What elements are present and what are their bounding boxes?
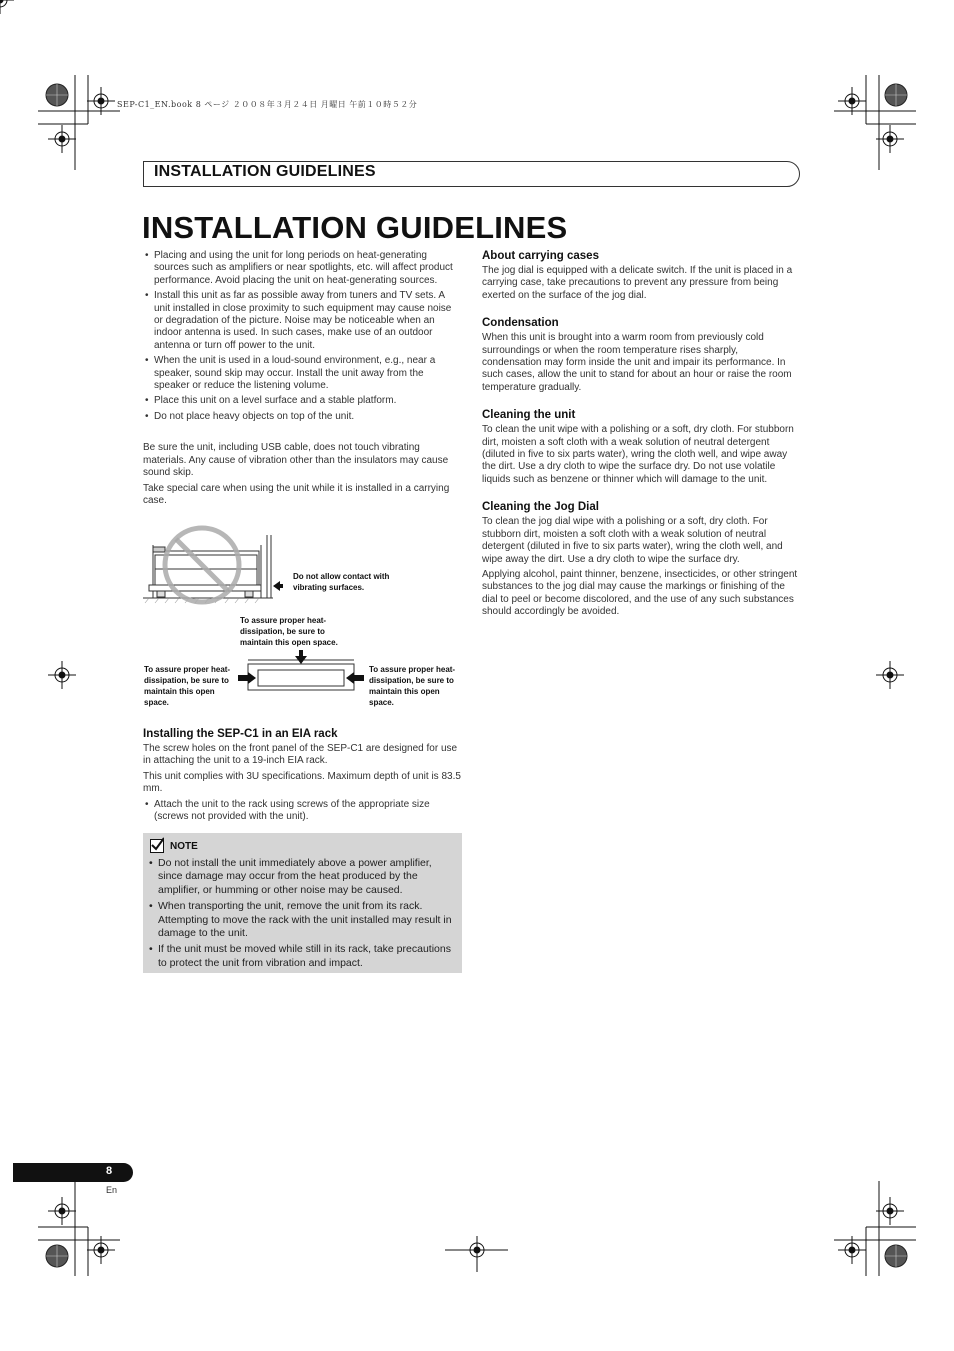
section-paragraph: When this unit is brought into a warm room from previously cold surroundings or when the room temperature rises sharply, condensation may form inside the unit and impair its performance. In such cases, allow the unit to stand for about an hour or raise the room temperature gradually. <box>482 332 792 393</box>
carrying-cases-section <box>482 250 800 302</box>
section-heading: Cleaning the Jog Dial <box>482 501 599 514</box>
list-item: • If the unit must be moved while still in its rack, take precautions to protect the unit from vibration and impact. <box>149 943 456 970</box>
page-title: INSTALLATION GUIDELINES <box>142 210 568 245</box>
right-space-caption: To assure proper heat-dissipation, be sure to maintain this open space. <box>369 665 456 707</box>
left-space-caption: To assure proper heat-dissipation, be sure to maintain this open space. <box>144 665 231 707</box>
eia-section <box>143 728 461 826</box>
eia-bullet-list <box>143 799 461 824</box>
note-header <box>149 839 456 853</box>
note-label: NOTE <box>170 840 198 852</box>
list-item: • Install this unit as far as possible away from tuners and TV sets. A unit installed in close proximity to such equipment may cause noise or degradation of the picture. Noise may be noticeable when an indoor antenna is used. In such cases, make use of an outdoor antenna or turn off power to the unit. <box>143 290 461 352</box>
section-heading: Cleaning the unit <box>482 409 576 422</box>
list-item: • Placing and using the unit for long periods on heat-generating sources such as amplifiers or near spotlights, etc. will affect product performance. Avoid placing the unit on heat-generating sources. <box>143 250 461 287</box>
section-paragraph: The jog dial is equipped with a delicate switch. If the unit is placed in a carrying case, take precautions to prevent any pressure from being exerted on the surface of the jog dial. <box>482 265 793 301</box>
note-list <box>149 857 456 970</box>
section-tab-title: INSTALLATION GUIDELINES <box>154 163 376 180</box>
list-item: • Place this unit on a level surface and a stable platform. <box>143 395 461 407</box>
cleaning-unit-section <box>482 409 800 486</box>
language-code: En <box>106 1185 118 1195</box>
list-item: • Do not place heavy objects on top of the unit. <box>143 411 461 423</box>
check-icon <box>150 839 164 853</box>
section-paragraph: Applying alcohol, paint thinner, benzene, insecticides, or other stringent substances to the jog dial may cause the markings or finishing of the dial to peel or become discolored, and the use of any such substances should accordingly be avoided. <box>482 568 798 618</box>
note-box <box>143 833 462 973</box>
list-item: • When the unit is used in a loud-sound environment, e.g., near a speaker, sound skip may occur. Install the unit away from the speaker or reduce the listening volume. <box>143 355 461 392</box>
section-paragraph: To clean the unit wipe with a polishing or a soft, dry cloth. For stubborn dirt, moisten a soft cloth with a weak solution of neutral detergent (diluted in five to six parts water), wring the cloth well, and wipe away the dirt. Use a dry cloth to wipe the surface dry. Do not use volatile liquids such as benzene or thinner which will damage to the unit. <box>482 424 794 485</box>
right-column <box>482 250 800 619</box>
top-space-caption: To assure proper heat-dissipation, be sure to maintain this open space. <box>240 616 338 647</box>
list-item: • When transporting the unit, remove the unit from its rack. Attempting to move the rack with the unit installed may result in damage to the unit. <box>149 900 456 940</box>
eia-paragraph-1: The screw holes on the front panel of the SEP-C1 are designed for use in attaching the unit to a 19-inch EIA rack. <box>143 743 458 767</box>
section-paragraph: To clean the jog dial wipe with a polishing or a soft, dry cloth. For stubborn dirt, moisten a soft cloth with a weak solution of neutral detergent (diluted in five to six parts water), wring the cloth well, and wipe away the dirt. Use a dry cloth to wipe the surface dry. <box>482 516 783 565</box>
page-number-badge <box>13 1163 133 1182</box>
placement-bullet-list <box>143 250 461 423</box>
left-column <box>143 250 461 507</box>
list-item: • Attach the unit to the rack using screws of the appropriate size (screws not provided with the unit). <box>143 799 461 824</box>
vibration-caption: Do not allow contact with vibrating surfaces. <box>293 572 390 592</box>
page-number: 8 <box>106 1165 113 1177</box>
cleaning-jog-dial-section <box>482 501 800 618</box>
vibration-illustration <box>143 525 283 610</box>
list-item: • Do not install the unit immediately above a power amplifier, since damage may occur from the heat produced by the amplifier, or humming or other noise may be caused. <box>149 857 456 897</box>
heat-dissipation-diagram <box>236 650 366 700</box>
vibration-paragraph: Be sure the unit, including USB cable, does not touch vibrating materials. Any cause of vibration other than the insulators may cause sound skip. <box>143 442 449 479</box>
section-heading: Condensation <box>482 317 559 330</box>
carrying-case-paragraph: Take special care when using the unit while it is installed in a carrying case. <box>143 482 450 506</box>
section-heading: About carrying cases <box>482 250 599 262</box>
eia-heading: Installing the SEP-C1 in an EIA rack <box>143 728 338 740</box>
eia-paragraph-2: This unit complies with 3U specifications. Maximum depth of unit is 83.5 mm. <box>143 770 461 795</box>
file-info-line: SEP-C1_EN.book 8 ページ ２００８年３月２４日 月曜日 午前１０時５２分 <box>117 100 418 109</box>
condensation-section <box>482 317 800 394</box>
